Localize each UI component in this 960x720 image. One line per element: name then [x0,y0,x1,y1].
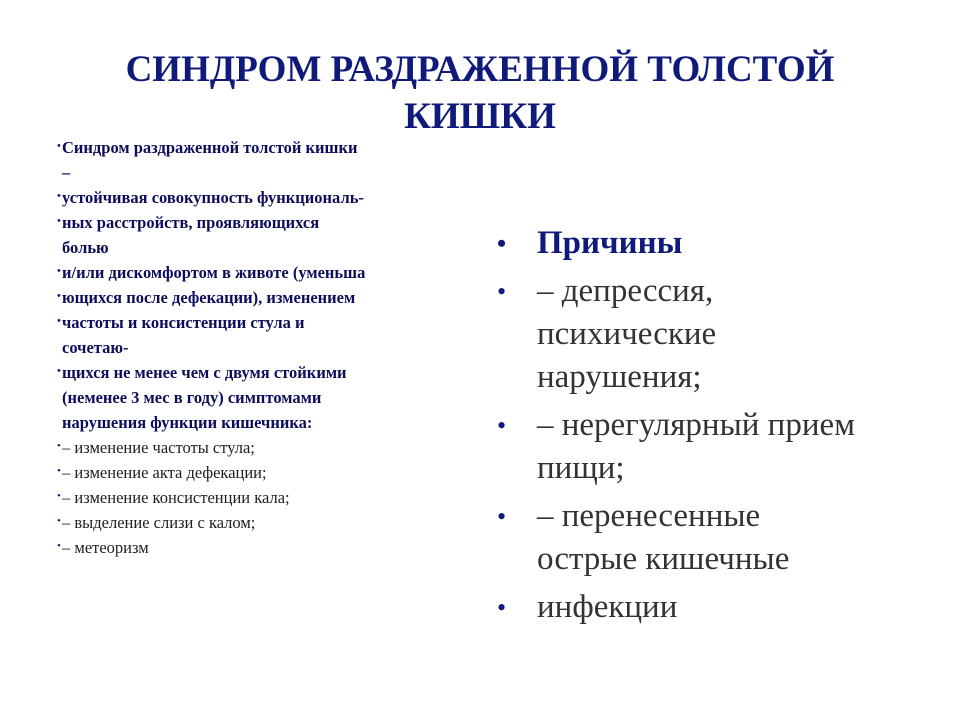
bullet-icon: • [57,265,61,277]
cause-line-text: – нерегулярный прием [537,407,856,443]
bullet-icon: • [57,490,61,502]
bullet-icon: • [497,229,507,258]
cause-line-text: нарушения; [537,359,702,395]
cause-line-text: – депрессия, [537,273,714,309]
definition-line-text: Синдром раздраженной толстой кишки [62,138,358,157]
causes-heading [495,222,915,265]
bullet-icon: • [57,440,61,452]
definition-line-text: – выделение слизи с калом; [62,513,256,532]
cause-item [495,270,915,399]
definition-line-text: сочетаю- [62,338,129,357]
cause-line-text: пищи; [537,450,625,486]
cause-line-text: Причины [537,225,683,261]
definition-line [57,335,477,360]
definition-line [57,185,477,210]
causes-list [495,222,915,634]
definition-line [57,435,477,460]
definition-line-text: – метеоризм [62,538,149,557]
definition-line [57,235,477,260]
definition-line-text: частоты и консистенции стула и [62,313,305,332]
definition-line [57,410,477,435]
slide-title: СИНДРОМ РАЗДРАЖЕННОЙ ТОЛСТОЙ КИШКИ [125,49,835,137]
bullet-icon: • [497,277,507,306]
definition-line [57,385,477,410]
definition-line-text: болью [62,238,109,257]
cause-line-text: психические [537,316,717,352]
definition-line [57,460,477,485]
bullet-icon: • [57,515,61,527]
bullet-icon: • [57,290,61,302]
definition-line-text: – изменение акта дефекации; [62,463,267,482]
definition-line [57,485,477,510]
cause-line-text: инфекции [537,589,678,625]
definition-line-text: устойчивая совокупность функциональ- [62,188,364,207]
cause-line-text: – перенесенные [537,498,761,534]
definition-line [57,310,477,335]
bullet-icon: • [57,365,61,377]
definition-line-text: ющихся после дефекации), изменением [62,288,356,307]
definition-line-text: нарушения функции кишечника: [62,413,313,432]
bullet-icon: • [57,215,61,227]
definition-line [57,360,477,385]
cause-line-text: острые кишечные [537,541,790,577]
definition-line-text: – изменение частоты стула; [62,438,255,457]
bullet-icon: • [57,190,61,202]
definition-line [57,285,477,310]
definition-line [57,260,477,285]
bullet-icon: • [57,540,61,552]
definition-line [57,510,477,535]
definition-line-text: ных расстройств, проявляющихся [62,213,320,232]
definition-line-text: щихся не менее чем с двумя стойкими [62,363,347,382]
bullet-icon: • [57,140,61,152]
definition-line-text: – изменение консистенции кала; [62,488,290,507]
definition-list [57,135,477,560]
cause-item [495,404,915,490]
definition-line-text: и/или дискомфортом в животе (уменьша [62,263,366,282]
definition-line [57,210,477,235]
definition-line-text: (неменее 3 мес в году) симптомами [62,388,322,407]
definition-line [57,535,477,560]
bullet-icon: • [57,465,61,477]
bullet-icon: • [497,502,507,531]
definition-line [57,135,477,160]
bullet-icon: • [57,315,61,327]
definition-line-text: – [62,163,71,182]
bullet-icon: • [497,411,507,440]
bullet-icon: • [497,593,507,622]
cause-item [495,586,915,629]
definition-line [57,160,477,185]
cause-item [495,495,915,581]
